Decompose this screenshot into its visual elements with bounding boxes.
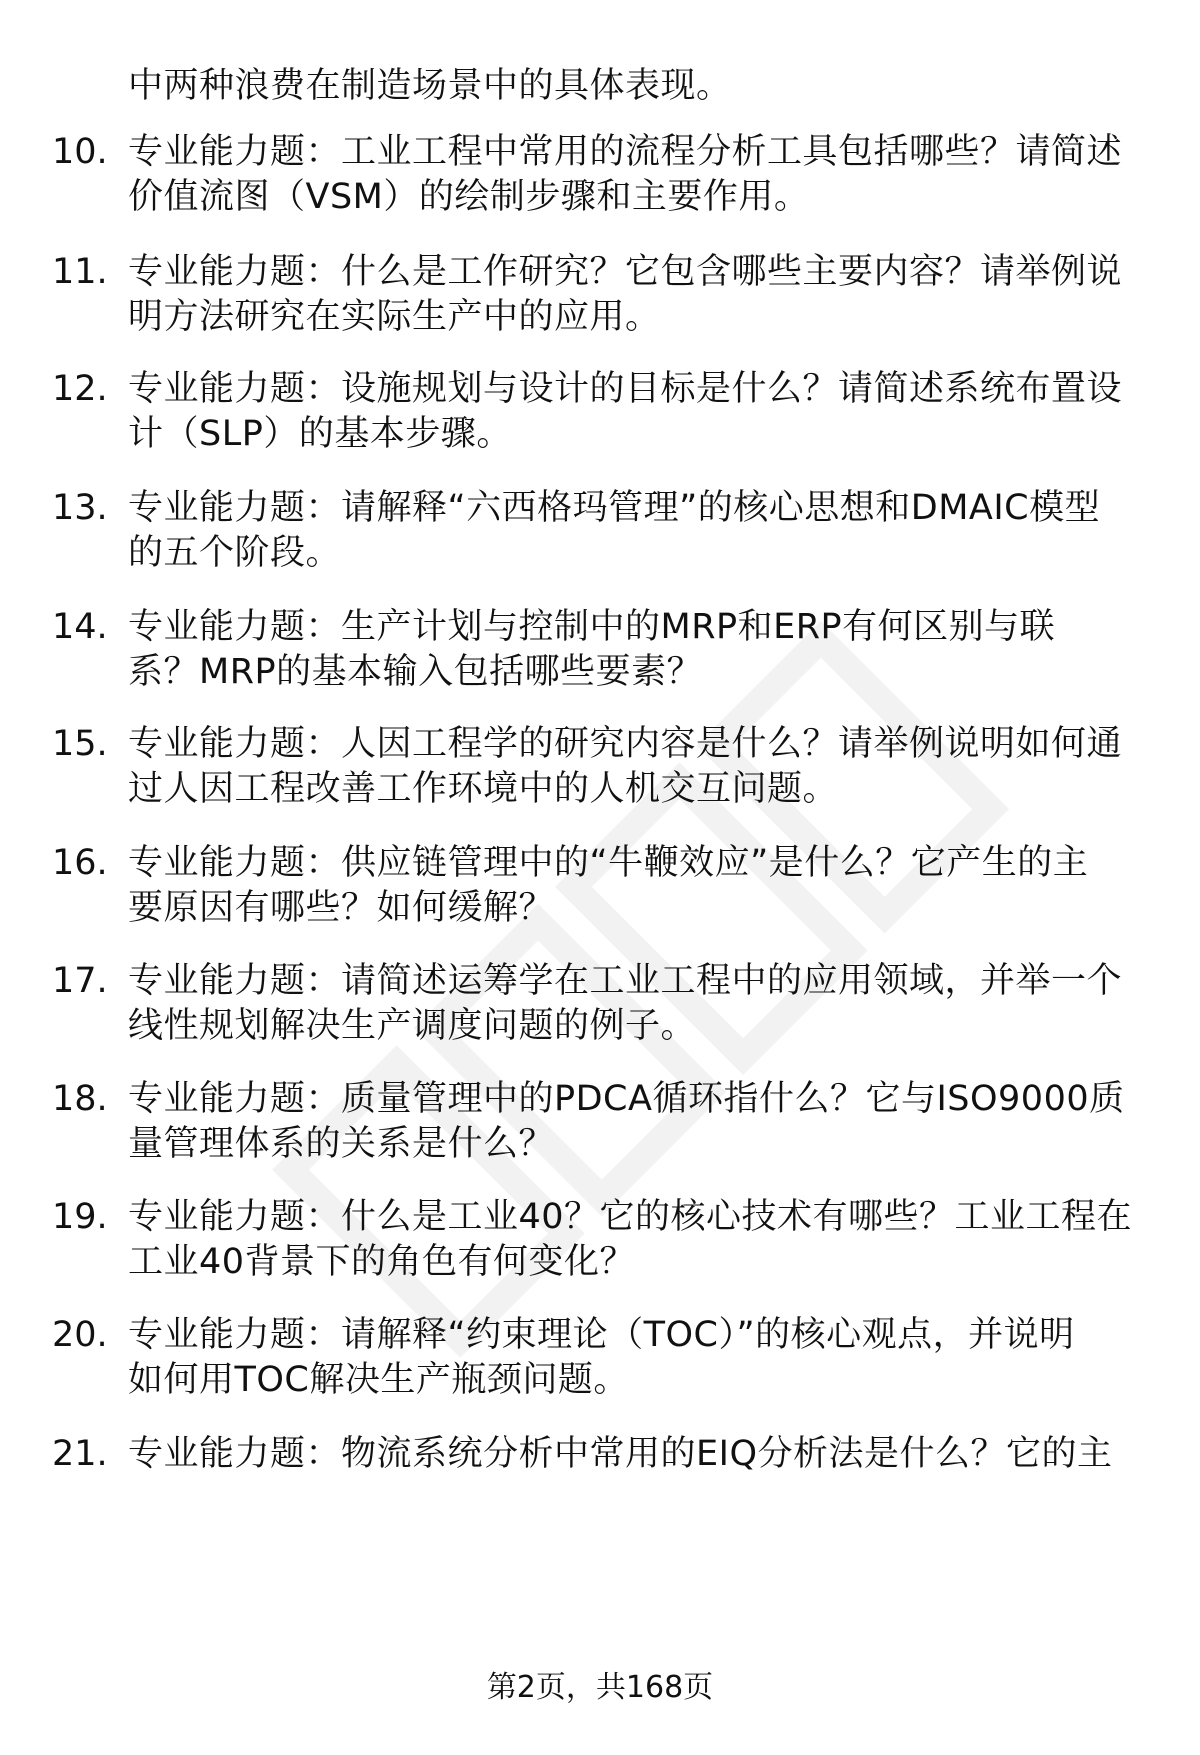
question-line: 专业能力题：请解释“六西格玛管理”的核心思想和DMAIC模型 <box>128 488 1101 528</box>
question-line: 价值流图（VSM）的绘制步骤和主要作用。 <box>128 177 810 217</box>
question-number: 17. <box>52 961 108 1001</box>
question-line: 专业能力题：质量管理中的PDCA循环指什么？它与ISO9000质 <box>128 1079 1125 1119</box>
question-line: 专业能力题：供应链管理中的“牛鞭效应”是什么？它产生的主 <box>128 843 1089 883</box>
question-line: 专业能力题：设施规划与设计的目标是什么？请简述系统布置设 <box>128 369 1123 409</box>
question-number: 20. <box>52 1315 108 1355</box>
question-line: 线性规划解决生产调度问题的例子。 <box>128 1006 697 1046</box>
question-number: 21. <box>52 1434 108 1474</box>
question-line: 专业能力题：请简述运筹学在工业工程中的应用领域，并举一个 <box>128 961 1123 1001</box>
question-number: 19. <box>52 1197 108 1237</box>
page-footer: 第2页，共168页 <box>486 1670 714 1705</box>
question-line: 明方法研究在实际生产中的应用。 <box>128 297 661 337</box>
question-line: 专业能力题：物流系统分析中常用的EIQ分析法是什么？它的主 <box>128 1434 1113 1474</box>
question-line: 如何用TOC解决生产瓶颈问题。 <box>128 1360 629 1400</box>
question-line: 专业能力题：什么是工业40？它的核心技术有哪些？工业工程在 <box>128 1197 1133 1237</box>
question-number: 14. <box>52 607 108 647</box>
question-number: 15. <box>52 724 108 764</box>
question-number: 12. <box>52 369 108 409</box>
question-line: 系？MRP的基本输入包括哪些要素？ <box>128 652 703 692</box>
question-number: 10. <box>52 132 108 172</box>
question-number: 16. <box>52 843 108 883</box>
question-number: 18. <box>52 1079 108 1119</box>
question-line: 过人因工程改善工作环境中的人机交互问题。 <box>128 769 839 809</box>
question-line: 工业40背景下的角色有何变化？ <box>128 1242 636 1282</box>
continuation-line: 中两种浪费在制造场景中的具体表现。 <box>128 66 732 106</box>
question-line: 计（SLP）的基本步骤。 <box>128 414 512 454</box>
question-line: 的五个阶段。 <box>128 533 342 573</box>
question-line: 专业能力题：生产计划与控制中的MRP和ERP有何区别与联 <box>128 607 1056 647</box>
question-line: 量管理体系的关系是什么？ <box>128 1124 555 1164</box>
question-line: 专业能力题：人因工程学的研究内容是什么？请举例说明如何通 <box>128 724 1123 764</box>
question-line: 专业能力题：什么是工作研究？它包含哪些主要内容？请举例说 <box>128 252 1123 292</box>
question-number: 11. <box>52 252 108 292</box>
question-line: 要原因有哪些？如何缓解？ <box>128 888 555 928</box>
question-line: 专业能力题：请解释“约束理论（TOC）”的核心观点，并说明 <box>128 1315 1075 1355</box>
question-number: 13. <box>52 488 108 528</box>
question-line: 专业能力题：工业工程中常用的流程分析工具包括哪些？请简述 <box>128 132 1123 172</box>
